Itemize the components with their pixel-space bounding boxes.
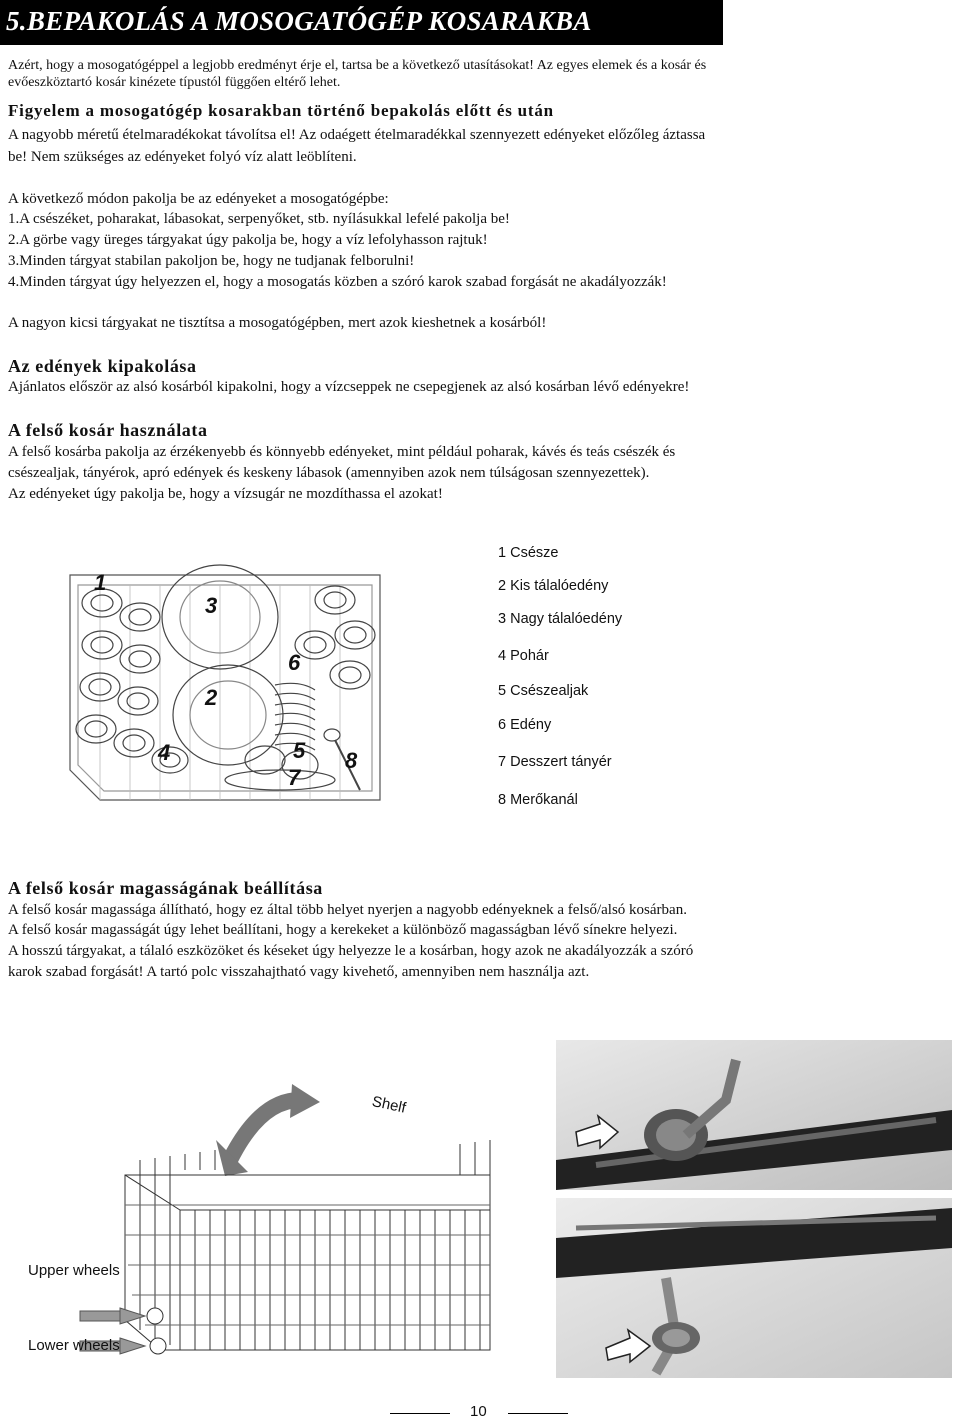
list-item-3: 3.Minden tárgyat stabilan pakoljon be, hogy ne tudjanak felborulni! [8, 253, 415, 269]
section4-line-1: A felső kosár magassága állítható, hogy ez által több helyet nyerjen a nagyobb edényeknek a felső/alsó kosárban. [8, 902, 687, 918]
callout-2: 2 [205, 685, 218, 710]
list-item-4: 4.Minden tárgyat úgy helyezzen el, hogy a mosogatás közben a szóró karok szabad forgását ne akadályozzák! [8, 274, 667, 290]
intro-line-1: Azért, hogy a mosogatógéppel a legjobb eredményt érje el, tartsa be a következő utasításokat! Az egyes elemek és a kosár és [8, 58, 707, 73]
section3-line-2: csészealjak, tányérok, apró edények és keskeny lábasok (amennyiben azok nem túlságosan szennyezettek). [8, 465, 650, 481]
basket-height-illustration [20, 1080, 540, 1380]
shelf-label: Shelf [370, 1093, 408, 1117]
legend-item-1: 1 Csésze [498, 545, 559, 561]
list-item-1: 1.A csészéket, poharakat, lábasokat, serpenyőket, stb. nyílásukkal lefelé pakolja be! [8, 211, 510, 227]
upper-basket-loading-illustration [60, 555, 390, 805]
section-heading-kipakolas: Az edények kipakolása [8, 356, 197, 376]
callout-3: 3 [205, 593, 218, 618]
section-heading-magassag: A felső kosár magasságának beállítása [8, 878, 323, 898]
section-heading-figyelem: Figyelem a mosogatógép kosarakban történő bepakolás előtt és után [8, 101, 554, 120]
shelf-photo-top [556, 1040, 952, 1190]
legend-item-4: 4 Pohár [498, 648, 549, 664]
section3-line-3: Az edényeket úgy pakolja be, hogy a vízsugár ne mozdíthassa el azokat! [8, 486, 443, 502]
shelf-photo-bottom [556, 1198, 952, 1378]
intro-line-2: evőeszköztartó kosár kinézete típustól függően eltérő lehet. [8, 75, 341, 90]
section1-line-1: A nagyobb méretű ételmaradékokat távolítsa el! Az odaégett ételmaradékkal szennyezett edényeket előzőleg áztassa [8, 127, 706, 143]
legend-item-7: 7 Desszert tányér [498, 754, 612, 770]
lower-wheels-label: Lower wheels [28, 1337, 120, 1354]
section1-line-2: be! Nem szükséges az edényeket folyó víz alatt leöblíteni. [8, 149, 357, 165]
legend-item-8: 8 Merőkanál [498, 792, 578, 808]
callout-4: 4 [158, 740, 171, 765]
upper-wheels-label: Upper wheels [28, 1262, 120, 1279]
legend-item-5: 5 Csészealjak [498, 683, 589, 699]
footer-rule-right [508, 1413, 568, 1414]
section4-line-4: karok szabad forgását! A tartó polc visszahajtható vagy kivehető, amennyiben nem használja azt. [8, 964, 590, 980]
section3-line-1: A felső kosárba pakolja az érzékenyebb és könnyebb edényeket, mint például poharak, kávés és teás csészék és [8, 444, 676, 460]
section4-line-3: A hosszú tárgyakat, a tálaló eszközöket és késeket úgy helyezze le a kosárban, hogy azok ne akadályozzák a szóró [8, 943, 694, 959]
footer-rule-left [390, 1413, 450, 1414]
legend-item-2: 2 Kis tálalóedény [498, 578, 609, 594]
list-intro: A következő módon pakolja be az edényeket a mosogatógépbe: [8, 191, 389, 207]
legend-item-3: 3 Nagy tálalóedény [498, 611, 623, 627]
callout-1: 1 [94, 570, 107, 595]
list-item-2: 2.A görbe vagy üreges tárgyakat úgy pakolja be, hogy a víz lefolyhasson rajtuk! [8, 232, 488, 248]
page-title: 5.BEPAKOLÁS A MOSOGATÓGÉP KOSARAKBA [6, 6, 592, 36]
section4-line-2: A felső kosár magasságát úgy lehet beállítani, hogy a kerekeket a különböző magasságban lévő sínekre helyezi. [8, 922, 678, 938]
callout-7: 7 [288, 765, 301, 790]
callout-8: 8 [345, 748, 358, 773]
small-items-warning: A nagyon kicsi tárgyakat ne tisztítsa a mosogatógépben, mert azok kieshetnek a kosárból! [8, 315, 547, 331]
page-number: 10 [470, 1403, 487, 1420]
legend-item-6: 6 Edény [498, 717, 552, 733]
section-heading-felso-kosar: A felső kosár használata [8, 420, 208, 440]
callout-6: 6 [288, 650, 301, 675]
section2-text: Ajánlatos először az alsó kosárból kipakolni, hogy a vízcseppek ne csepegjenek az alsó kosárban lévő edényekre! [8, 379, 690, 395]
callout-5: 5 [293, 738, 306, 763]
